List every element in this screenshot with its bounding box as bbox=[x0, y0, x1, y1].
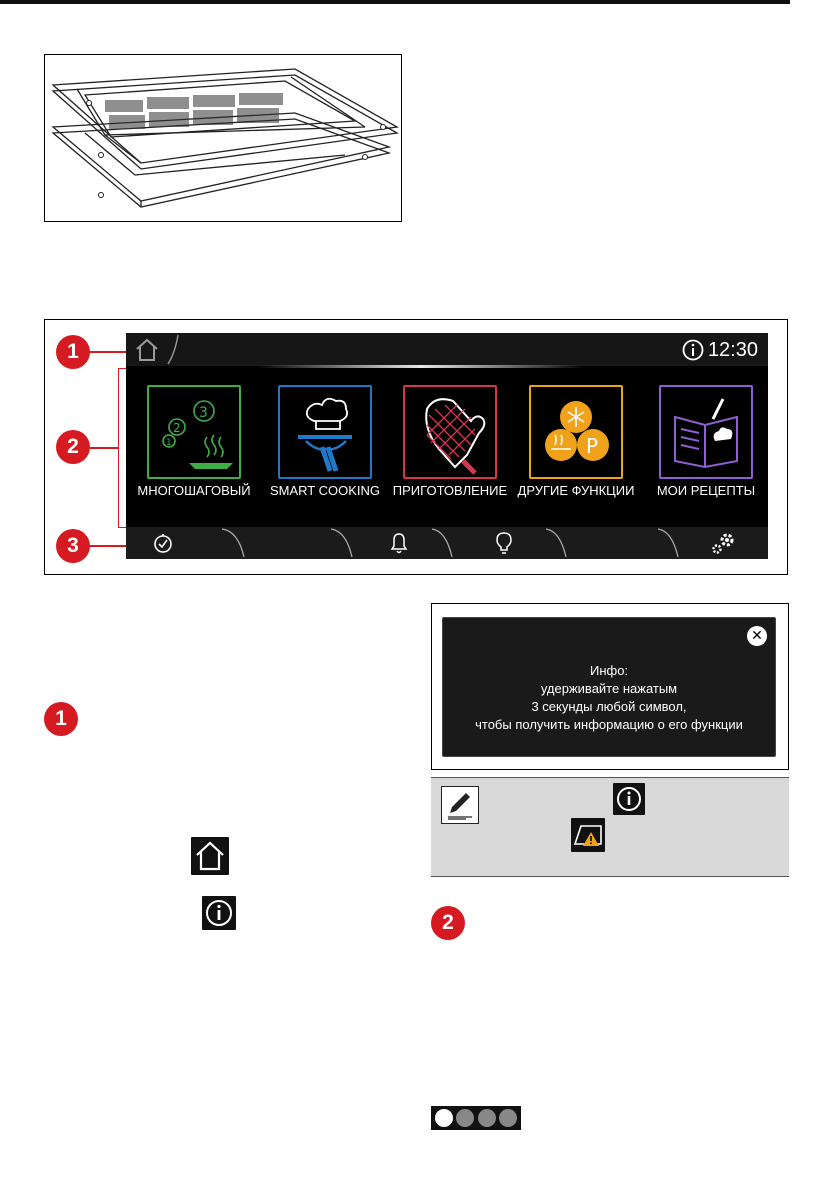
callout-3-label: 3 bbox=[67, 534, 79, 557]
tile-other-functions-label: ДРУГИЕ ФУНКЦИИ bbox=[517, 483, 635, 498]
svg-text:2: 2 bbox=[173, 421, 181, 435]
nav-bar bbox=[126, 527, 768, 559]
status-glow bbox=[256, 365, 586, 368]
perforated-trays-illustration bbox=[45, 55, 401, 221]
tile-cooking-label: ПРИГОТОВЛЕНИЕ bbox=[392, 483, 508, 498]
bell-icon[interactable] bbox=[388, 531, 410, 555]
clock: 12:30 bbox=[707, 338, 758, 361]
home-icon[interactable] bbox=[134, 337, 160, 363]
info-icon bbox=[613, 783, 645, 815]
info-icon bbox=[202, 896, 236, 930]
tile-my-recipes-label: МОИ РЕЦЕПТЫ bbox=[656, 483, 756, 498]
home-icon bbox=[191, 837, 229, 875]
info-dialog-line: удерживайте нажатым bbox=[540, 681, 678, 696]
settings-gears-icon[interactable] bbox=[710, 530, 738, 556]
progress-dot-active bbox=[435, 1109, 453, 1127]
nav-bar-dividers bbox=[126, 527, 768, 559]
progress-dots bbox=[431, 1106, 521, 1130]
section-2-callout bbox=[431, 906, 465, 940]
oven-mitt-icon bbox=[405, 387, 495, 477]
tile-cooking[interactable] bbox=[403, 385, 497, 479]
lightbulb-icon[interactable] bbox=[494, 531, 514, 555]
note-pencil-icon bbox=[441, 786, 479, 824]
callout-3-leader bbox=[90, 545, 126, 547]
info-dialog-line: 3 секунды любой символ, bbox=[531, 699, 687, 714]
callout-3 bbox=[56, 529, 90, 563]
close-icon[interactable]: ✕ bbox=[747, 626, 767, 646]
tile-my-recipes[interactable] bbox=[659, 385, 753, 479]
accessory-figure bbox=[44, 54, 402, 222]
callout-2-label: 2 bbox=[67, 435, 79, 458]
info-dialog bbox=[442, 617, 776, 757]
callout-1-leader bbox=[90, 351, 126, 353]
callout-2 bbox=[56, 430, 90, 464]
tile-multistep-label: МНОГОШАГОВЫЙ bbox=[137, 483, 251, 498]
svg-text:3: 3 bbox=[199, 405, 208, 421]
info-dialog-line: чтобы получить информацию о его функции bbox=[475, 717, 743, 732]
recipe-book-icon bbox=[661, 387, 751, 477]
tile-other-functions[interactable] bbox=[529, 385, 623, 479]
info-icon[interactable] bbox=[682, 339, 704, 361]
other-functions-icon bbox=[531, 387, 621, 477]
chef-cloche-icon bbox=[280, 387, 370, 477]
multistep-icon bbox=[149, 387, 239, 477]
status-bar bbox=[126, 333, 768, 366]
svg-text:1: 1 bbox=[166, 438, 172, 448]
callout-2-leader bbox=[90, 447, 118, 449]
tile-multistep[interactable] bbox=[147, 385, 241, 479]
status-right bbox=[682, 335, 758, 365]
info-dialog-text bbox=[443, 662, 775, 734]
oven-display bbox=[126, 333, 768, 559]
top-bar bbox=[0, 0, 790, 4]
folder-warning-icon bbox=[571, 818, 605, 852]
tile-smart-cooking-label: SMART COOKING bbox=[269, 483, 381, 498]
progress-dot bbox=[499, 1109, 517, 1127]
tile-smart-cooking[interactable] bbox=[278, 385, 372, 479]
section-2-callout-label: 2 bbox=[442, 911, 454, 934]
status-divider bbox=[166, 333, 180, 366]
svg-text:P: P bbox=[586, 434, 599, 458]
info-dialog-figure bbox=[431, 603, 789, 770]
info-dialog-line: Инфо: bbox=[589, 663, 629, 678]
note-box bbox=[431, 777, 789, 877]
section-1-callout bbox=[44, 702, 78, 736]
progress-dot bbox=[456, 1109, 474, 1127]
section-1-callout-label: 1 bbox=[55, 707, 67, 730]
progress-dot bbox=[478, 1109, 496, 1127]
callout-1-label: 1 bbox=[67, 340, 79, 363]
callout-1 bbox=[56, 335, 90, 369]
timer-icon[interactable] bbox=[152, 532, 174, 554]
